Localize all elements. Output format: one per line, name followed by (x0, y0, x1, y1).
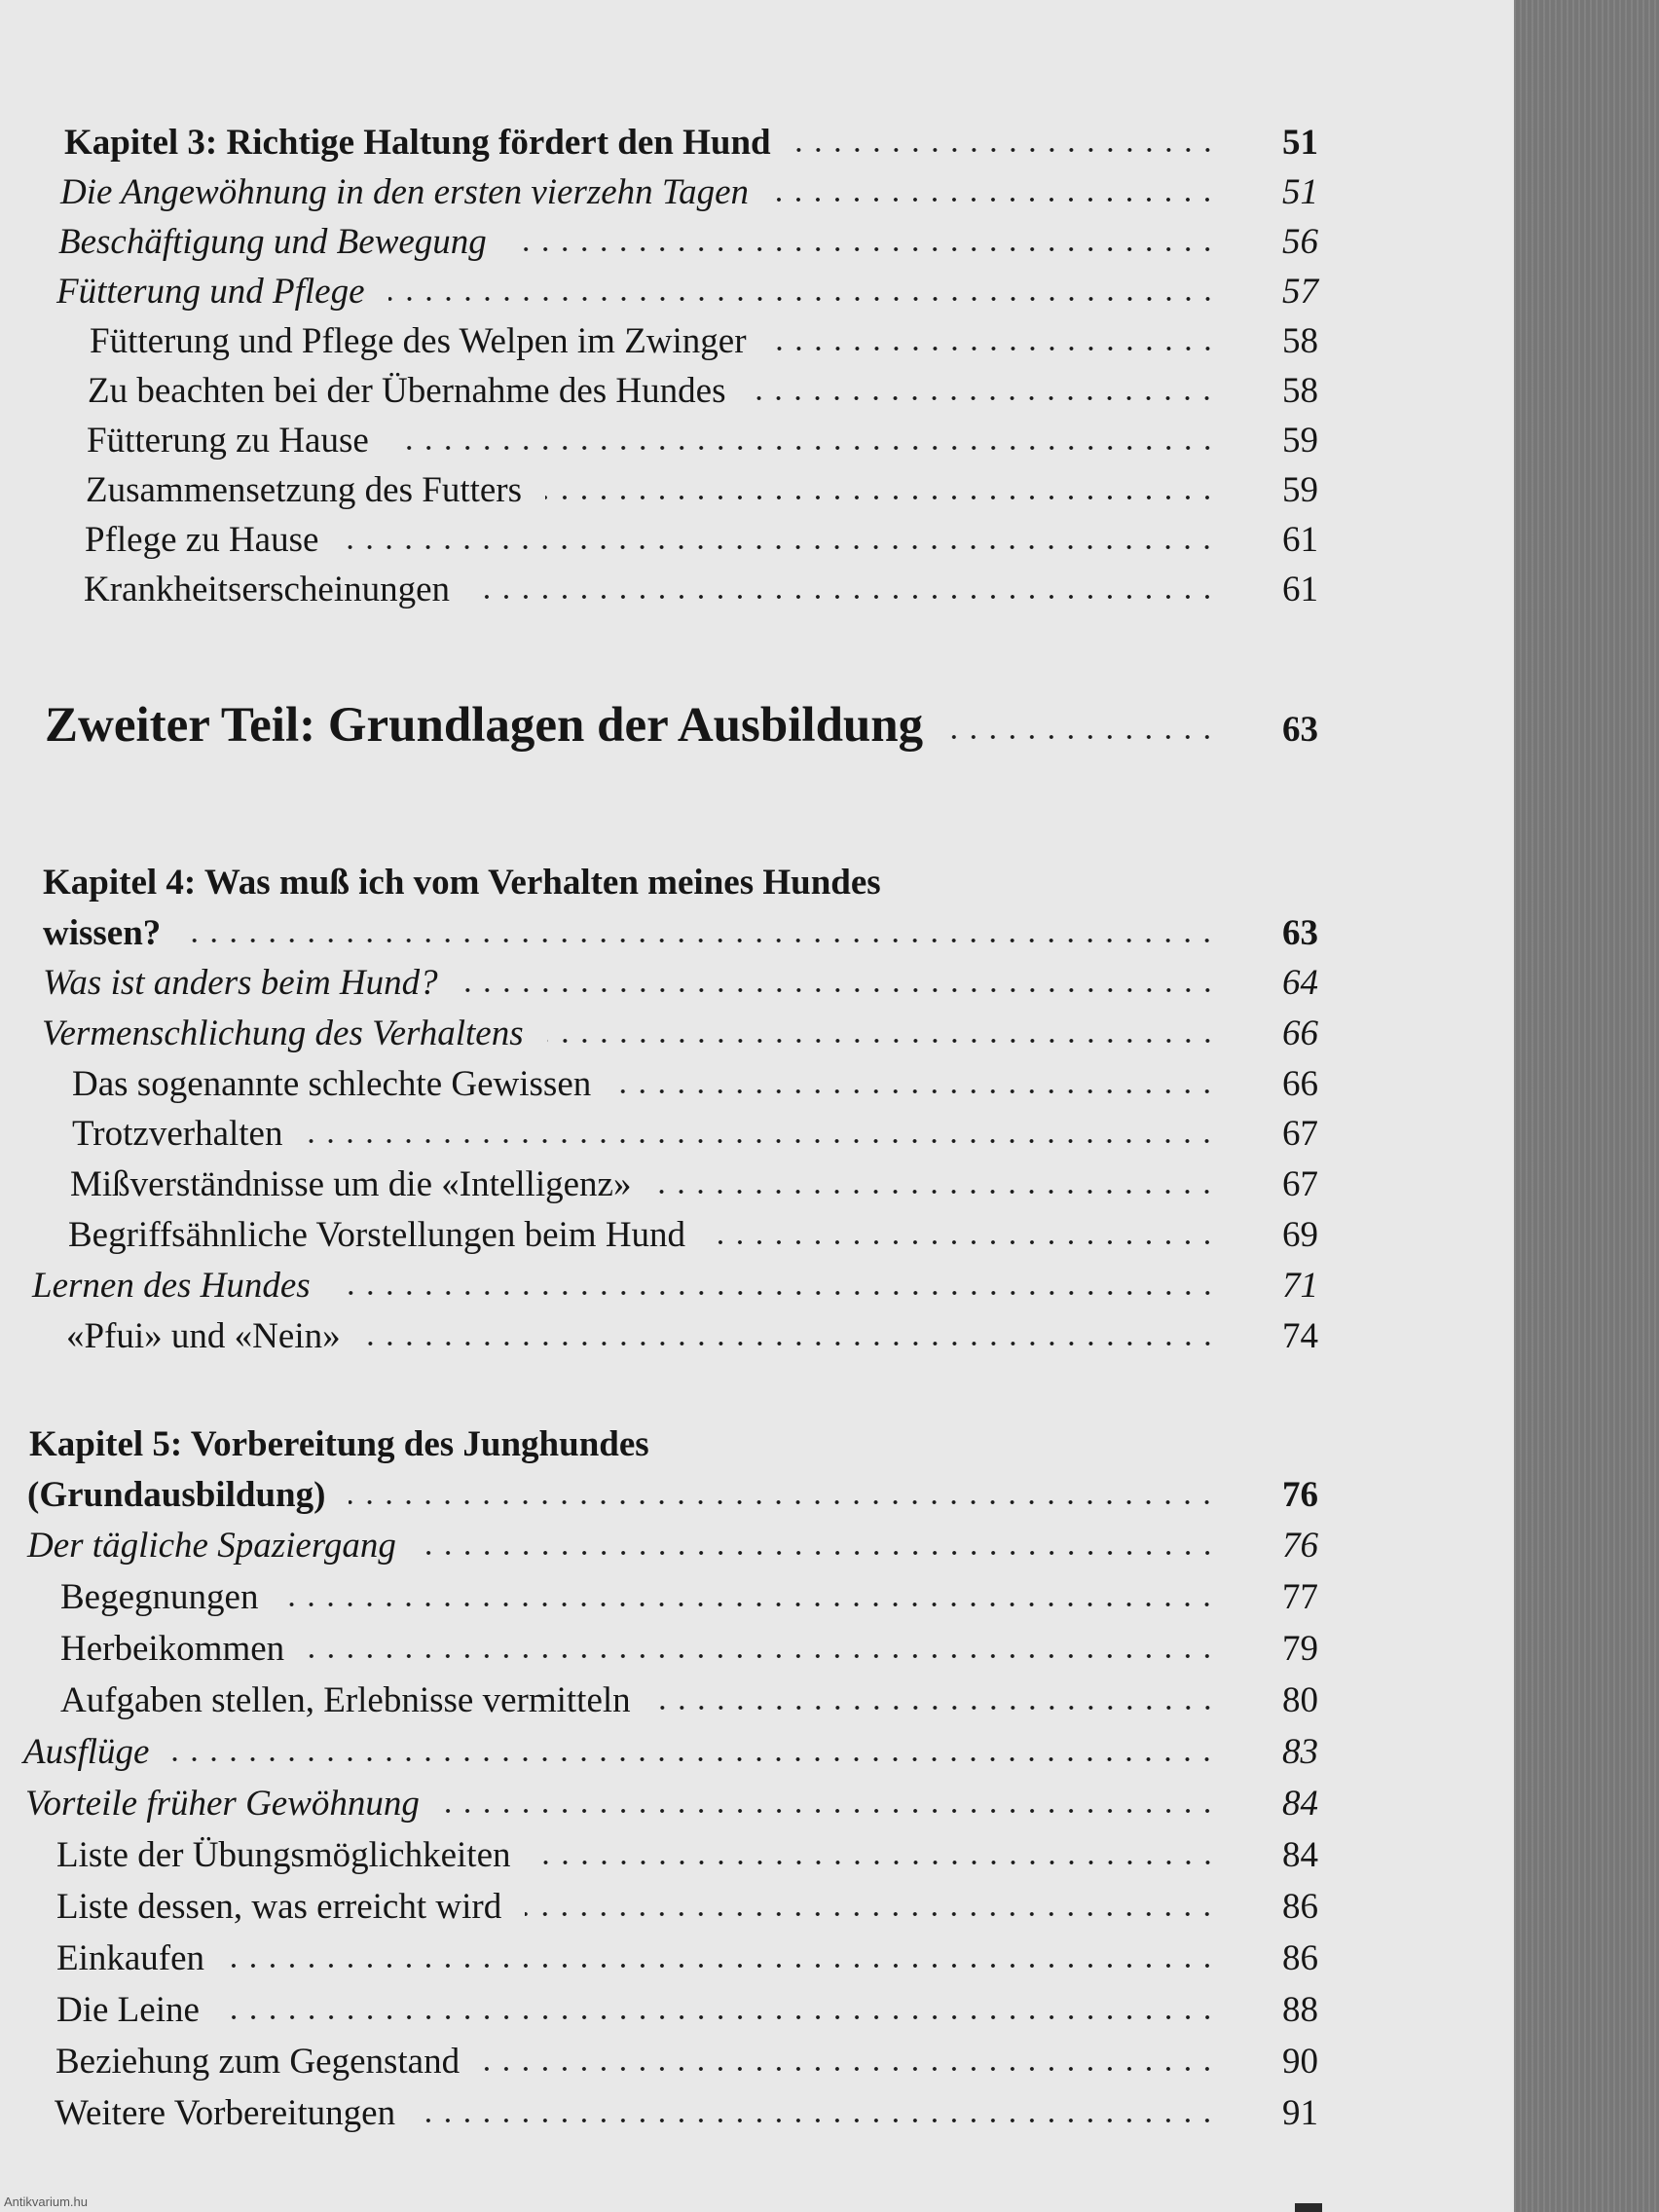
toc-page-number: 63 (1282, 913, 1318, 953)
toc-subsection (66, 1318, 1318, 1354)
toc-subsection (56, 1837, 1318, 1873)
toc-page-number: 61 (1282, 520, 1318, 560)
toc-page-number: 56 (1282, 222, 1318, 262)
toc-page-number: 58 (1282, 321, 1318, 361)
toc-entry-title: Liste dessen, was erreicht wird (56, 1887, 502, 1927)
toc-subsection (72, 1066, 1318, 1102)
toc-subsection (60, 1682, 1318, 1718)
toc-subsection (90, 323, 1318, 359)
toc-page-number: 67 (1282, 1114, 1318, 1154)
toc-subsection (60, 1631, 1318, 1667)
toc-page-number: 76 (1282, 1475, 1318, 1515)
dot-leader (308, 1654, 1217, 1658)
toc-entry-title: Die Angewöhnung in den ersten vierzehn Tagen (60, 172, 750, 212)
watermark-text: Antikvarium.hu (4, 2194, 88, 2209)
toc-subsection (55, 2095, 1318, 2131)
toc-page-number: 66 (1282, 1064, 1318, 1104)
dot-leader (545, 496, 1217, 499)
toc-subsection (85, 522, 1318, 558)
dot-leader (709, 1240, 1217, 1244)
toc-section (27, 1528, 1318, 1564)
dot-leader (443, 1809, 1217, 1813)
toc-page-number: 84 (1282, 1784, 1318, 1824)
toc-section (32, 1268, 1318, 1304)
toc-subsection (87, 423, 1318, 459)
dot-leader (223, 2015, 1217, 2019)
toc-entry-title: Zweiter Teil: Grundlagen der Ausbildung (45, 698, 924, 753)
toc-entry-title: Die Leine (56, 1990, 200, 2030)
toc-chapter-5 (27, 1477, 1318, 1513)
toc-page-number: 59 (1282, 421, 1318, 461)
toc-page-number: 63 (1282, 710, 1318, 750)
dot-leader (342, 545, 1217, 549)
toc-entry-title: Beschäftigung und Bewegung (58, 222, 487, 262)
dot-leader (419, 2119, 1217, 2122)
toc-page-number: 80 (1282, 1680, 1318, 1720)
dot-leader (172, 1757, 1217, 1761)
dot-leader (461, 988, 1217, 992)
dot-leader (388, 297, 1218, 301)
dot-leader (749, 396, 1217, 400)
toc-page-number: 61 (1282, 570, 1318, 609)
toc-entry-title: Fütterung zu Hause (87, 421, 369, 461)
toc-section (60, 174, 1318, 210)
toc-entry-title: Kapitel 3: Richtige Haltung fördert den Hund (64, 123, 771, 163)
toc-section (25, 1786, 1318, 1822)
page-number-fragment (1295, 2203, 1322, 2212)
toc-subsection (60, 1579, 1318, 1615)
toc-entry-title: Begriffsähnliche Vorstellungen beim Hund (68, 1215, 686, 1255)
toc-subsection (55, 2044, 1318, 2080)
toc-entry-title: Mißverständnisse um die «Intelligenz» (70, 1164, 632, 1204)
toc-entry-title: Einkaufen (56, 1938, 205, 1978)
toc-part-2 (45, 698, 1318, 753)
dot-leader (525, 1912, 1217, 1916)
toc-subsection (56, 1992, 1318, 2028)
dot-leader (547, 1039, 1217, 1043)
toc-page-number: 51 (1282, 172, 1318, 212)
toc-page-number: 91 (1282, 2093, 1318, 2133)
dot-leader (770, 347, 1217, 350)
dot-leader (473, 595, 1217, 599)
toc-subsection (72, 1116, 1318, 1152)
toc-page-number: 71 (1282, 1266, 1318, 1306)
dot-leader (794, 148, 1217, 152)
toc-page-number: 86 (1282, 1938, 1318, 1978)
toc-entry-title: Was ist anders beim Hund? (43, 963, 438, 1003)
toc-entry-title: Der tägliche Spaziergang (27, 1526, 396, 1566)
dot-leader (184, 939, 1217, 942)
toc-page-number: 59 (1282, 470, 1318, 510)
toc-subsection (56, 1940, 1318, 1976)
toc-entry-title: Vermenschlichung des Verhaltens (42, 1014, 524, 1053)
dot-leader (228, 1964, 1217, 1968)
toc-page-number: 58 (1282, 371, 1318, 411)
toc-entry-title: Krankheitserscheinungen (84, 570, 451, 609)
background-surface (1514, 0, 1659, 2212)
toc-entry-title: Lernen des Hundes (32, 1266, 311, 1306)
toc-page-number: 64 (1282, 963, 1318, 1003)
toc-entry-title: Trotzverhalten (72, 1114, 283, 1154)
toc-entry-title: Zu beachten bei der Übernahme des Hundes (88, 371, 726, 411)
toc-subsection (88, 373, 1318, 409)
toc-page-number: 86 (1282, 1887, 1318, 1927)
toc-page-number: 88 (1282, 1990, 1318, 2030)
toc-entry-title: Beziehung zum Gegenstand (55, 2042, 461, 2082)
toc-page-number: 76 (1282, 1526, 1318, 1566)
toc-entry-title: Liste der Übungsmöglichkeiten (56, 1835, 511, 1875)
toc-page-number: 69 (1282, 1215, 1318, 1255)
toc-subsection (68, 1217, 1318, 1253)
toc-page-number: 79 (1282, 1629, 1318, 1669)
toc-chapter-5-title: Kapitel 5: Vorbereitung des Junghundes (29, 1424, 649, 1464)
toc-subsection (56, 1889, 1318, 1925)
dot-leader (946, 735, 1217, 739)
toc-chapter-4-title: Kapitel 4: Was muß ich vom Verhalten meines Hundes (43, 863, 881, 903)
toc-entry-title: Weitere Vorbereitungen (55, 2093, 396, 2133)
toc-entry-title: wissen? (43, 913, 162, 953)
toc-entry-title: Vorteile früher Gewöhnung (25, 1784, 420, 1824)
toc-entry-title: (Grundausbildung) (27, 1475, 326, 1515)
dot-leader (364, 1342, 1217, 1346)
toc-page-number: 66 (1282, 1014, 1318, 1053)
toc-entry-title: Fütterung und Pflege des Welpen im Zwinger (90, 321, 747, 361)
toc-subsection (86, 472, 1318, 508)
dot-leader (535, 1861, 1217, 1864)
toc-section (58, 224, 1318, 260)
toc-page-number: 74 (1282, 1316, 1318, 1356)
toc-entry-title: Fütterung und Pflege (56, 272, 365, 312)
dot-leader (614, 1089, 1217, 1093)
toc-entry-title: Ausflüge (23, 1732, 150, 1772)
toc-entry-title: Zusammensetzung des Futters (86, 470, 523, 510)
toc-page-number: 57 (1282, 272, 1318, 312)
toc-subsection (84, 571, 1318, 608)
dot-leader (483, 2067, 1217, 2071)
toc-page-number: 77 (1282, 1577, 1318, 1617)
dot-leader (654, 1190, 1217, 1194)
dot-leader (420, 1551, 1217, 1555)
dot-leader (392, 446, 1217, 450)
toc-entry-title: Das sogenannte schlechte Gewissen (72, 1064, 592, 1104)
toc-subsection (70, 1166, 1318, 1202)
toc-section (42, 1015, 1318, 1051)
toc-page-number: 67 (1282, 1164, 1318, 1204)
toc-section (23, 1734, 1318, 1770)
toc-entry-title: Pflege zu Hause (85, 520, 319, 560)
toc-entry-title: Aufgaben stellen, Erlebnisse vermitteln (60, 1680, 631, 1720)
toc-page-number: 51 (1282, 123, 1318, 163)
toc-entry-title: Herbeikommen (60, 1629, 285, 1669)
toc-chapter-4 (43, 915, 1318, 951)
dot-leader (772, 198, 1217, 202)
toc-page-number: 84 (1282, 1835, 1318, 1875)
toc-section (43, 965, 1318, 1001)
toc-page-number: 90 (1282, 2042, 1318, 2082)
dot-leader (654, 1706, 1217, 1710)
toc-section (56, 274, 1318, 310)
dot-leader (349, 1500, 1217, 1504)
dot-leader (281, 1603, 1217, 1606)
toc-entry-title: «Pfui» und «Nein» (66, 1316, 341, 1356)
dot-leader (510, 247, 1217, 251)
dot-leader (306, 1139, 1217, 1143)
toc-entry-title: Begegnungen (60, 1577, 259, 1617)
dot-leader (334, 1291, 1217, 1295)
toc-chapter-3 (64, 125, 1318, 161)
toc-page-number: 83 (1282, 1732, 1318, 1772)
